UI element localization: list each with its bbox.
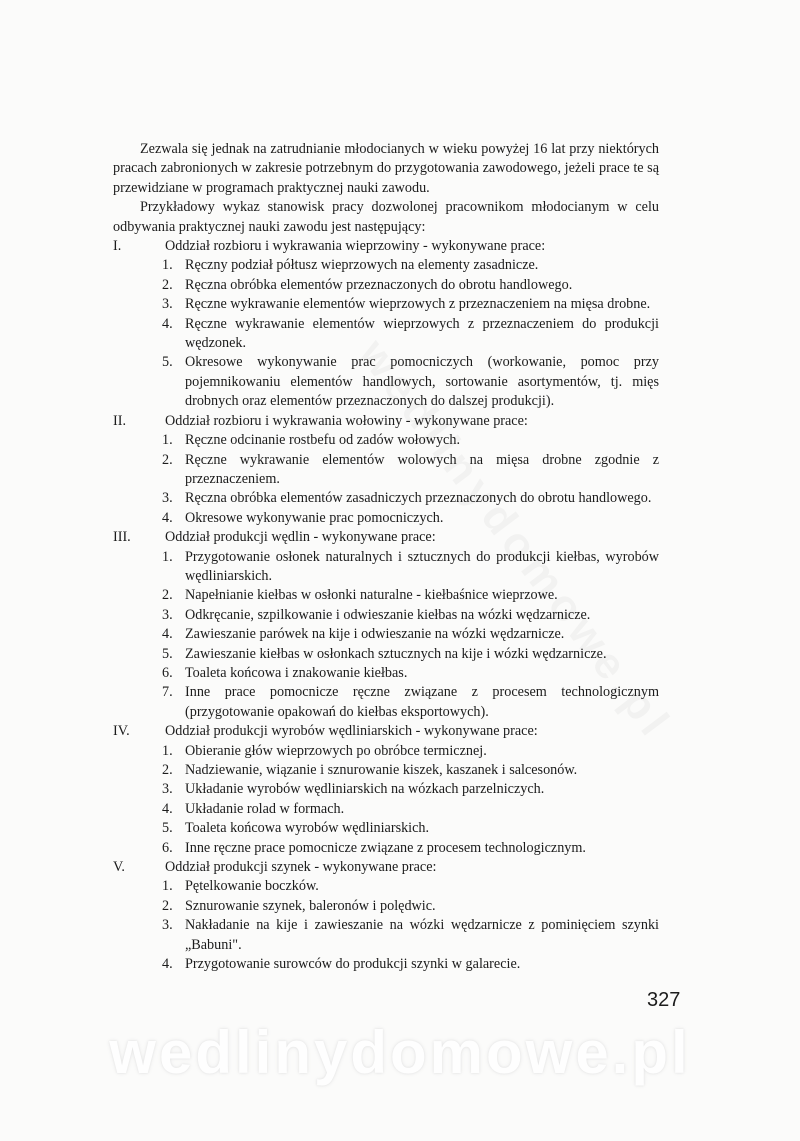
list-item xyxy=(113,955,659,974)
document-body xyxy=(113,140,659,974)
list-item xyxy=(113,645,659,664)
item-text: Ręczny podział półtusz wieprzowych na elementy zasadnicze. xyxy=(185,257,539,274)
list-item xyxy=(113,256,659,275)
item-text: Okresowe wykonywanie prac pomocniczych. xyxy=(185,509,444,526)
section-title: Oddział rozbioru i wykrawania wieprzowiny - wykonywane prace: xyxy=(165,238,546,255)
section-title: Oddział produkcji szynek - wykonywane prace: xyxy=(165,859,437,876)
list-item xyxy=(113,819,659,838)
item-text: Inne ręczne prace pomocnicze związane z procesem technologicznym. xyxy=(185,839,586,856)
list-item xyxy=(113,315,659,354)
item-text: Pętelkowanie boczków. xyxy=(185,878,319,895)
section-numeral: V. xyxy=(113,859,125,876)
section-heading xyxy=(113,237,659,256)
item-number: 1. xyxy=(162,257,173,274)
list-item xyxy=(113,897,659,916)
item-number: 2. xyxy=(162,451,173,468)
section-list xyxy=(113,237,659,974)
section-heading xyxy=(113,722,659,741)
item-list xyxy=(113,256,659,411)
list-item xyxy=(113,625,659,644)
item-text: Układanie rolad w formach. xyxy=(185,800,345,817)
list-item xyxy=(113,509,659,528)
intro-paragraph: Zezwala się jednak na zatrudnianie młodocianych w wieku powyżej 16 lat przy niektórych pracach zabronionych w zakresie potrzebnym do przygotowania zawodowego, jeżeli prace te są przewidziane w programach praktycznej nauki zawodu. xyxy=(113,141,659,196)
list-item xyxy=(113,800,659,819)
item-text: Zawieszanie parówek na kije i odwieszanie na wózki wędzarnicze. xyxy=(185,626,565,643)
item-number: 1. xyxy=(162,432,173,449)
section-numeral: IV. xyxy=(113,723,130,740)
section-heading xyxy=(113,858,659,877)
section-heading xyxy=(113,528,659,547)
list-item xyxy=(113,683,659,722)
list-item xyxy=(113,780,659,799)
item-number: 5. xyxy=(162,354,173,371)
item-text: Sznurowanie szynek, baleronów i polędwic. xyxy=(185,897,436,914)
item-number: 6. xyxy=(162,664,173,681)
list-item xyxy=(113,451,659,490)
item-list xyxy=(113,548,659,723)
item-text: Zawieszanie kiełbas w osłonkach sztucznych na kije i wózki wędzarnicze. xyxy=(185,645,607,662)
item-number: 2. xyxy=(162,276,173,293)
item-list xyxy=(113,431,659,528)
item-number: 5. xyxy=(162,645,173,662)
item-text: Nakładanie na kije i zawieszanie na wózki wędzarnicze z pominięciem szynki „Babuni". xyxy=(185,917,659,953)
item-number: 5. xyxy=(162,820,173,837)
item-text: Toaleta końcowa i znakowanie kiełbas. xyxy=(185,664,408,681)
item-list xyxy=(113,742,659,858)
page-number: 327 xyxy=(647,989,681,1011)
list-item xyxy=(113,276,659,295)
item-text: Nadziewanie, wiązanie i sznurowanie kiszek, kaszanek i salcesonów. xyxy=(185,762,578,778)
section xyxy=(113,237,659,412)
item-number: 3. xyxy=(162,606,173,623)
item-text: Ręczna obróbka elementów zasadniczych przeznaczonych do obrotu handlowego. xyxy=(185,490,652,507)
list-intro-paragraph: Przykładowy wykaz stanowisk pracy dozwolonej pracownikom młodocianym w celu odbywania praktycznej nauki zawodu jest następujący: xyxy=(113,199,659,235)
item-text: Przygotowanie surowców do produkcji szynki w galarecie. xyxy=(185,956,521,973)
item-number: 6. xyxy=(162,839,173,856)
item-number: 2. xyxy=(162,587,173,604)
item-text: Inne prace pomocnicze ręczne związane z procesem technologicznym (przygotowanie opakowań do kiełbas eksportowych). xyxy=(185,684,659,720)
list-item xyxy=(113,586,659,605)
item-text: Ręczne wykrawanie elementów wieprzowych z przeznaczeniem do produkcji wędzonek. xyxy=(185,315,659,352)
item-number: 1. xyxy=(162,878,173,895)
item-text: Układanie wyrobów wędliniarskich na wózkach parzelniczych. xyxy=(185,781,545,798)
section-numeral: II. xyxy=(113,412,126,429)
item-number: 4. xyxy=(162,315,173,332)
section xyxy=(113,858,659,974)
item-number: 4. xyxy=(162,626,173,643)
item-text: Napełnianie kiełbas w osłonki naturalne - kiełbaśnice wieprzowe. xyxy=(185,587,558,604)
item-text: Okresowe wykonywanie prac pomocniczych (workowanie, pomoc przy pojemnikowaniu elementów handlowych, sortowanie asortymentów, tj. mięs drobnych oraz elementów przeznaczonych do dalszej produkcji). xyxy=(185,354,659,410)
section-numeral: III. xyxy=(113,529,131,546)
item-text: Ręczne odcinanie rostbefu od zadów wołowych. xyxy=(185,432,460,449)
section-title: Oddział rozbioru i wykrawania wołowiny - wykonywane prace: xyxy=(165,412,528,429)
section-title: Oddział produkcji wyrobów wędliniarskich - wykonywane prace: xyxy=(165,723,538,740)
list-item xyxy=(113,761,659,780)
section-title: Oddział produkcji wędlin - wykonywane prace: xyxy=(165,529,436,546)
list-item xyxy=(113,548,659,587)
item-list xyxy=(113,877,659,974)
item-number: 1. xyxy=(162,548,173,565)
section xyxy=(113,528,659,722)
list-item xyxy=(113,606,659,625)
section-numeral: I. xyxy=(113,238,122,255)
list-item xyxy=(113,295,659,314)
item-text: Ręczne wykrawanie elementów wolowych na mięsa drobne zgodnie z przeznaczeniem. xyxy=(185,451,659,487)
item-number: 1. xyxy=(162,742,173,759)
section-heading xyxy=(113,412,659,431)
item-number: 2. xyxy=(162,897,173,914)
item-text: Toaleta końcowa wyrobów wędliniarskich. xyxy=(185,820,430,837)
item-number: 4. xyxy=(162,956,173,973)
item-text: Ręczne wykrawanie elementów wieprzowych z przeznaczeniem na mięsa drobne. xyxy=(185,296,651,313)
item-number: 2. xyxy=(162,762,173,778)
list-item xyxy=(113,431,659,450)
list-item xyxy=(113,489,659,508)
item-number: 3. xyxy=(162,917,173,934)
item-text: Przygotowanie osłonek naturalnych i sztucznych do produkcji kiełbas, wyrobów wędliniarskich. xyxy=(185,548,659,584)
item-text: Obieranie głów wieprzowych po obróbce termicznej. xyxy=(185,742,487,759)
item-number: 7. xyxy=(162,684,173,701)
list-item xyxy=(113,877,659,896)
section xyxy=(113,412,659,528)
item-number: 3. xyxy=(162,296,173,313)
list-item xyxy=(113,664,659,683)
list-item xyxy=(113,353,659,411)
site-watermark: wedlinydomowe.pl xyxy=(109,1019,691,1086)
item-number: 3. xyxy=(162,490,173,507)
list-item xyxy=(113,839,659,858)
item-number: 4. xyxy=(162,800,173,817)
item-text: Odkręcanie, szpilkowanie i odwieszanie kiełbas na wózki wędzarnicze. xyxy=(185,606,591,623)
item-number: 3. xyxy=(162,781,173,798)
item-number: 4. xyxy=(162,509,173,526)
item-text: Ręczna obróbka elementów przeznaczonych do obrotu handlowego. xyxy=(185,276,573,293)
section xyxy=(113,722,659,858)
list-item xyxy=(113,916,659,955)
list-item xyxy=(113,742,659,761)
